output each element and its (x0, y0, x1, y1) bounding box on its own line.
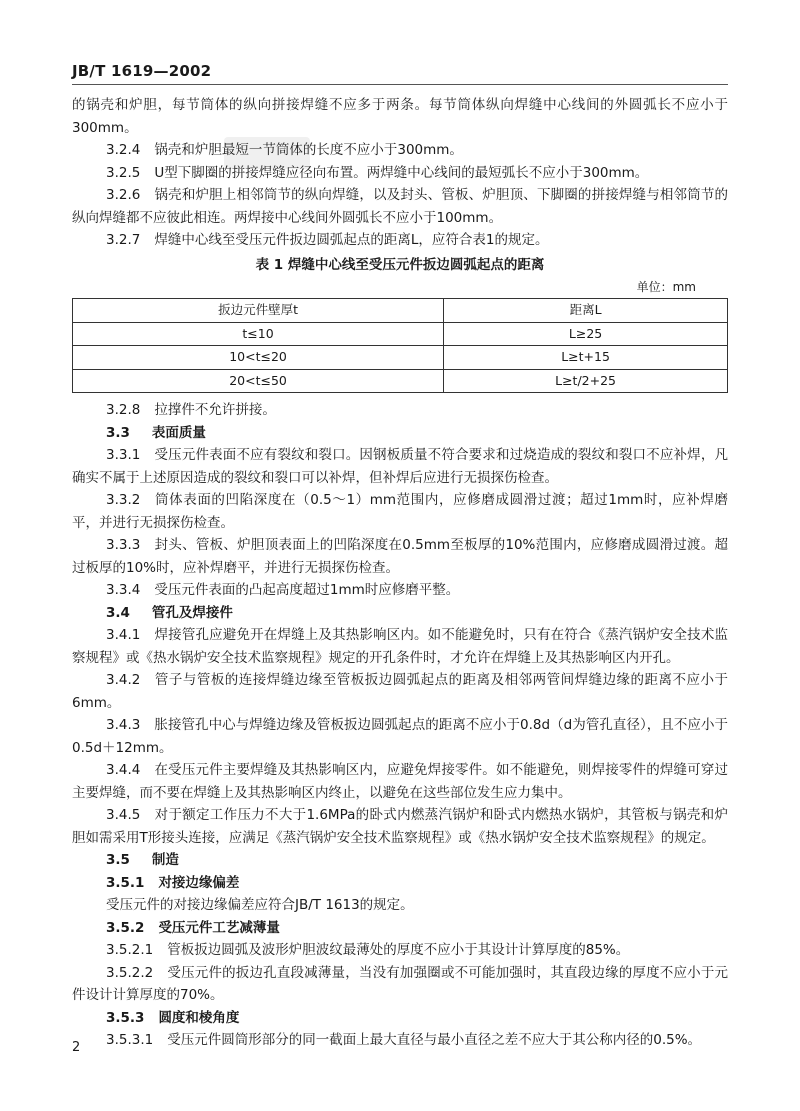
section-number: 3.5.3 (106, 1009, 145, 1026)
table-cell: L≥t+15 (444, 346, 728, 370)
table-row (73, 346, 728, 370)
clause-text: 筒体表面的凹陷深度在（0.5～1）mm范围内，应修磨成圆滑过渡；超过1mm时，应补焊磨平，并进行无损探伤检查。 (72, 492, 728, 531)
section-title: 对接边缘偏差 (158, 874, 240, 891)
clause-text: U型下脚圈的拼接焊缝应径向布置。两焊缝中心线间的最短弧长不应小于300mm。 (154, 164, 649, 181)
clause-text: 胀接管孔中心与焊缝边缘及管板扳边圆弧起点的距离不应小于0.8d（d为管孔直径），且不应小于0.5d＋12mm。 (72, 717, 728, 756)
clause-text: 锅壳和炉胆最短一节筒体的长度不应小于300mm。 (154, 142, 463, 158)
section-title: 管孔及焊接件 (151, 604, 233, 621)
clause-number: 3.2.5 (106, 164, 141, 181)
clause-3-2-5 (72, 162, 728, 185)
clause-text: 受压元件圆筒形部分的同一截面上最大直径与最小直径之差不应大于其公称内径的0.5%。 (167, 1032, 702, 1048)
section-heading-3-5 (72, 849, 728, 872)
clause-text: 受压元件的扳边孔直段减薄量，当没有加强圈或不可能加强时，其直段边缘的厚度不应小于元件设计计算厚度的70%。 (72, 964, 728, 1003)
section-heading-3-4 (72, 602, 728, 625)
subsection-heading-3-5-1 (72, 872, 728, 895)
section-number: 3.4 (106, 604, 130, 621)
clause-number: 3.2.7 (106, 232, 141, 248)
subsection-heading-3-5-3 (72, 1007, 728, 1030)
clause-text: 对于额定工作压力不大于1.6MPa的卧式内燃蒸汽锅炉和卧式内燃热水锅炉，其管板与锅壳和炉胆如需采用T形接头连接，应满足《蒸汽锅炉安全技术监察规程》或《热水锅炉安全技术监察规程》的规定。 (72, 807, 728, 846)
clause-number: 3.2.6 (106, 187, 141, 203)
section-number: 3.5.1 (106, 874, 145, 891)
table-row (73, 322, 728, 346)
clause-number: 3.5.3.1 (106, 1032, 154, 1048)
clause-text: 管子与管板的连接焊缝边缘至管板扳边圆弧起点的距离及相邻两管间焊缝边缘的距离不应小于6mm。 (72, 672, 728, 711)
table-header-row (73, 299, 728, 323)
clause-text: 管板扳边圆弧及波形炉胆波纹最薄处的厚度不应小于其设计计算厚度的85%。 (167, 942, 630, 958)
table-unit: 单位：mm (636, 280, 696, 294)
table-cell: L≥25 (444, 322, 728, 346)
document-body (72, 94, 728, 1052)
clause-3-3-2 (72, 489, 728, 534)
clause-3-2-8 (72, 399, 728, 422)
table-caption: 表 1 焊缝中心线至受压元件扳边圆弧起点的距离 (255, 256, 545, 273)
section-title: 圆度和棱角度 (158, 1009, 240, 1026)
table-header-thickness: 扳边元件壁厚t (73, 299, 444, 323)
clause-number: 3.5.2.2 (106, 964, 154, 981)
table-cell: 20<t≤50 (73, 369, 444, 393)
clause-number: 3.3.1 (106, 447, 141, 463)
page-number: 2 (72, 1040, 81, 1055)
clause-3-5-3-1 (72, 1029, 728, 1052)
clause-3-5-2-1 (72, 939, 728, 962)
subsection-heading-3-5-2 (72, 917, 728, 940)
clause-number: 3.4.5 (106, 807, 141, 823)
clause-number: 3.4.4 (106, 762, 141, 778)
clause-3-2-4 (72, 139, 728, 162)
clause-3-2-7 (72, 229, 728, 252)
section-title: 受压元件工艺减薄量 (158, 919, 280, 936)
clause-text: 焊接管孔应避免开在焊缝上及其热影响区内。如不能避免时，只有在符合《蒸汽锅炉安全技术监察规程》或《热水锅炉安全技术监察规程》规定的开孔条件时，才允许在焊缝上及其热影响区内开孔。 (72, 627, 728, 666)
clause-number: 3.2.8 (106, 402, 141, 418)
section-heading-3-3 (72, 422, 728, 445)
standard-code-header: JB/T 1619—2002 (72, 62, 212, 80)
clause-text: 在受压元件主要焊缝及其热影响区内，应避免焊接零件。如不能避免，则焊接零件的焊缝可穿过主要焊缝，而不要在焊缝上及其热影响区内终止，以避免在这些部位发生应力集中。 (72, 762, 728, 801)
clause-3-3-4 (72, 579, 728, 602)
clause-text: 封头、管板、炉胆顶表面上的凹陷深度在0.5mm至板厚的10%范围内，应修磨成圆滑过渡。超过板厚的10%时，应补焊磨平，并进行无损探伤检查。 (72, 537, 728, 576)
table-cell: t≤10 (73, 322, 444, 346)
clause-number: 3.3.4 (106, 582, 141, 598)
clause-number: 3.2.4 (106, 142, 141, 158)
clause-3-4-4 (72, 759, 728, 804)
clause-text: 受压元件表面的凸起高度超过1mm时应修磨平整。 (154, 582, 460, 598)
section-number: 3.3 (106, 424, 130, 441)
clause-number: 3.4.2 (106, 672, 141, 688)
clause-text: 拉撑件不允许拼接。 (154, 402, 276, 418)
section-title: 表面质量 (151, 424, 206, 441)
clause-number: 3.5.2.1 (106, 942, 154, 958)
section-number: 3.5 (106, 852, 130, 868)
continued-paragraph: 的锅壳和炉胆，每节筒体的纵向拼接焊缝不应多于两条。每节筒体纵向焊缝中心线间的外圆弧长不应小于300mm。 (72, 97, 728, 136)
clause-3-4-1 (72, 624, 728, 669)
clause-text: 锅壳和炉胆上相邻筒节的纵向焊缝，以及封头、管板、炉胆顶、下脚圈的拼接焊缝与相邻筒节的纵向焊缝都不应彼此相连。两焊接中心线间外圆弧长不应小于100mm。 (72, 187, 728, 226)
clause-3-4-3 (72, 714, 728, 759)
clause-text: 焊缝中心线至受压元件扳边圆弧起点的距离L，应符合表1的规定。 (154, 232, 549, 248)
clause-3-2-6 (72, 184, 728, 229)
clause-3-3-3 (72, 534, 728, 579)
table-cell: L≥t/2+25 (444, 369, 728, 393)
section-number: 3.5.2 (106, 919, 145, 936)
section-title: 制造 (151, 852, 179, 868)
clause-3-3-1 (72, 444, 728, 489)
clause-number: 3.3.3 (106, 537, 141, 553)
paragraph-3-5-1: 受压元件的对接边缘偏差应符合JB/T 1613的规定。 (106, 897, 414, 913)
clause-3-4-5 (72, 804, 728, 849)
table-header-distance: 距离L (444, 299, 728, 323)
table-row (73, 369, 728, 393)
distance-table (72, 298, 728, 393)
clause-3-5-2-2 (72, 962, 728, 1007)
clause-number: 3.4.3 (106, 717, 141, 733)
clause-text: 受压元件表面不应有裂纹和裂口。因钢板质量不符合要求和过烧造成的裂纹和裂口不应补焊，凡确实不属于上述原因造成的裂纹和裂口可以补焊，但补焊后应进行无损探伤检查。 (72, 447, 728, 486)
clause-number: 3.4.1 (106, 627, 141, 643)
table-cell: 10<t≤20 (73, 346, 444, 370)
clause-number: 3.3.2 (106, 492, 141, 508)
header-rule (72, 84, 728, 85)
clause-3-4-2 (72, 669, 728, 714)
